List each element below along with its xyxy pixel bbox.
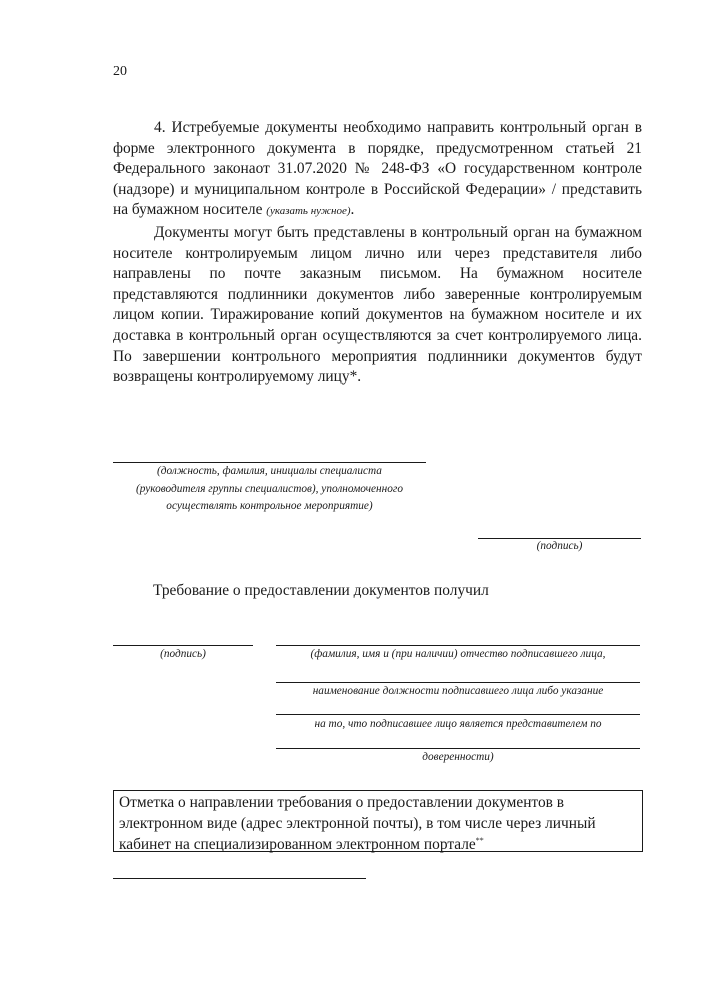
received-label: Требование о предоставлении документов получил (153, 582, 489, 599)
recipient-name-caption-1: (фамилия, имя и (при наличии) отчество подписавшего лица, (310, 648, 606, 660)
paragraph-document-delivery (113, 118, 642, 222)
specialist-caption-line-2: (руководителя группы специалистов), уполномоченного (136, 482, 403, 495)
specialist-caption-line-1: (должность, фамилия, инициалы специалиста (157, 465, 382, 477)
paragraph-end: . (350, 201, 355, 219)
footnote-mark: ** (475, 835, 484, 845)
paragraph-paper-submission: Документы могут быть представлены в контрольный орган на бумажном носителе контролируемым лицом лично или через представителя либо направлены по почте заказным письмом. На бумажном носителе представляются подлинники документов либо заверенные контролируемым лицом копии. Тиражирование копий документов на бумажном носителе и их доставка в контрольный орган осуществляются за счет контролируемого лица. По завершении контрольного мероприятия подлинники документов будут возвращены контролируемому лицу*. (113, 223, 642, 386)
specialist-caption-line-3: осуществлять контрольное мероприятие) (166, 500, 373, 512)
electronic-submission-text: Отметка о направлении требования о предоставлении документов в электронном виде (адрес электронной почты), в том числе через личный кабинет на специализированном электронном портале (119, 794, 596, 853)
main-text (113, 118, 642, 388)
recipient-name-caption-3: на то, что подписавшее лицо является представителем по (314, 718, 602, 730)
paragraph-document-delivery-text: 4. Истребуемые документы необходимо направить контрольный орган в форме электронного документа в порядке, предусмотренном статьей 21 Федерального законаот 31.07.2020 № 248-ФЗ «О государственном контроле (надзоре) и муниципальном контроле в Российской Федерации» / представить на бумажном носителе (113, 119, 642, 219)
recipient-name-caption-4: доверенности) (422, 751, 494, 763)
specialist-signature-caption: (подпись) (536, 540, 583, 552)
page-number: 20 (113, 64, 127, 79)
electronic-submission-box (113, 790, 643, 852)
choose-needed-note: (указать нужное) (266, 205, 351, 218)
specialist-caption (113, 463, 426, 516)
recipient-name-line-3 (276, 714, 640, 715)
email-entry-line (113, 878, 366, 879)
recipient-name-caption-2: наименование должности подписавшего лица либо указание (312, 685, 604, 697)
recipient-signature-caption: (подпись) (160, 648, 206, 660)
